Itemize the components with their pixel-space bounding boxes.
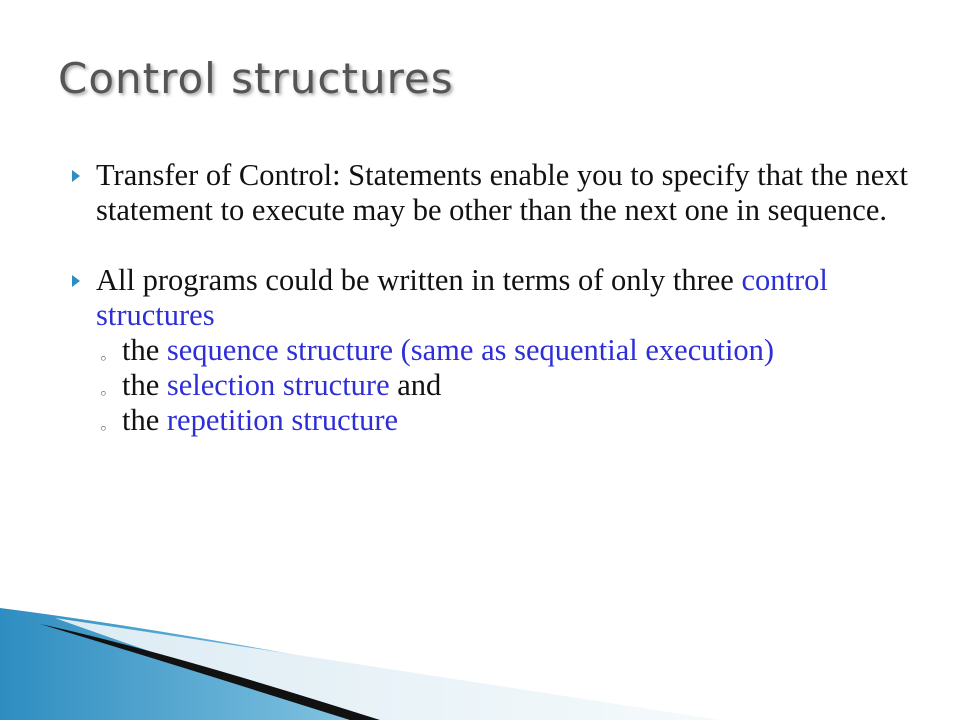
ring-bullet-icon: ◦ (99, 420, 108, 438)
bullet-item-transfer-of-control (72, 158, 912, 228)
triangle-arrow-icon (72, 170, 80, 182)
subitem-highlight: selection structure (166, 368, 390, 402)
subitem-suffix: and (389, 368, 442, 402)
slide-body (72, 158, 912, 438)
spacer (72, 228, 912, 263)
subitem-prefix: the (122, 333, 167, 367)
subitem-highlight: repetition structure (166, 403, 399, 437)
bullet-item-control-structures (72, 263, 912, 333)
subitem-sequence (72, 333, 912, 368)
ring-bullet-icon: ◦ (99, 385, 108, 403)
bullet-highlight: control structures (96, 263, 828, 332)
bullet-text: All programs could be written in terms of only three (96, 263, 742, 297)
subitem-prefix: the (122, 368, 167, 402)
ring-bullet-icon: ◦ (99, 350, 108, 368)
triangle-arrow-icon (72, 275, 80, 287)
decorative-wave (0, 600, 960, 720)
subitem-prefix: the (122, 403, 167, 437)
slide-title: Control structures (58, 54, 454, 103)
subitem-selection (72, 368, 912, 403)
bullet-text: Transfer of Control: Statements enable you to specify that the next statement to execute may be other than the next one in sequence. (96, 158, 909, 227)
subitem-highlight: sequence structure (same as sequential execution) (166, 333, 775, 367)
subitem-repetition (72, 403, 912, 438)
